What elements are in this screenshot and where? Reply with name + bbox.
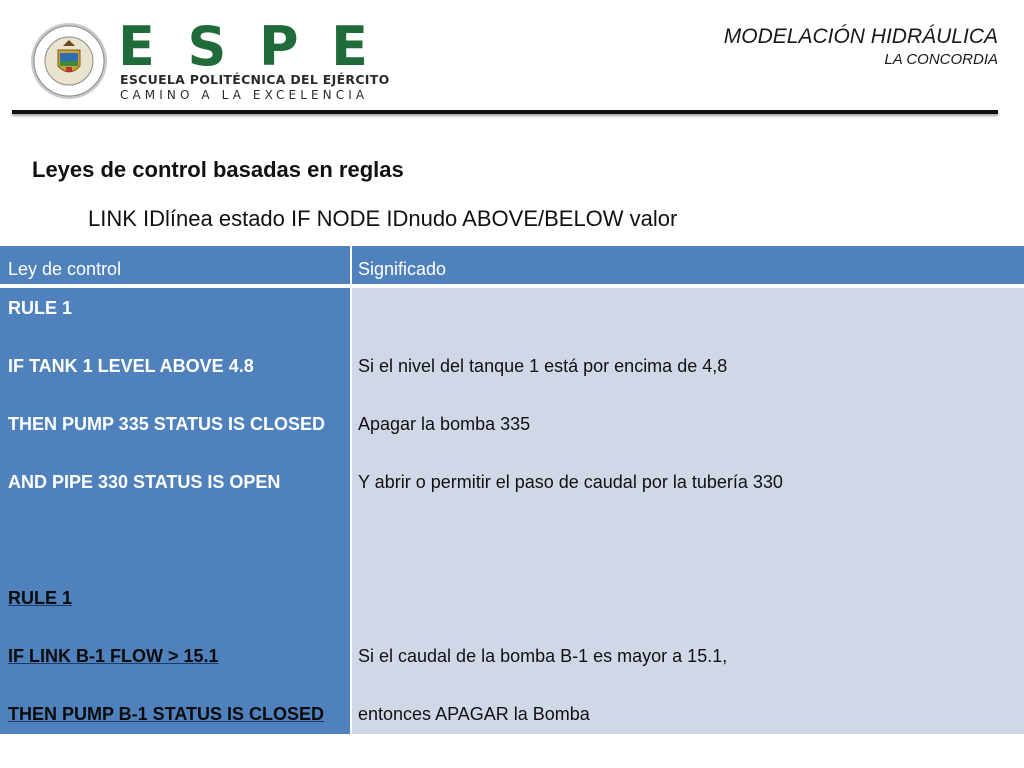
meaning-line: entonces APAGAR la Bomba bbox=[358, 704, 590, 724]
brand-letter-e1: E bbox=[118, 15, 155, 78]
header-cell-ley bbox=[0, 246, 350, 284]
brand-name: ESCUELA POLITÉCNICA DEL EJÉRCITO bbox=[120, 72, 390, 87]
header-divider bbox=[12, 110, 998, 114]
meaning-line: Si el nivel del tanque 1 está por encima de 4,8 bbox=[358, 356, 728, 376]
course-info bbox=[724, 24, 998, 70]
espe-seal-logo bbox=[30, 22, 108, 100]
meaning-column bbox=[352, 288, 1024, 734]
rule-line: RULE 1 bbox=[8, 588, 73, 608]
rule-line: RULE 1 bbox=[8, 298, 73, 318]
rule-syntax: LINK IDlínea estado IF NODE IDnudo ABOVE/BELOW valor bbox=[88, 206, 678, 231]
rule-line: IF LINK B-1 FLOW > 15.1 bbox=[8, 646, 219, 666]
rules-column bbox=[0, 288, 350, 734]
brand-letter-p: P bbox=[258, 15, 299, 78]
rule-line: AND PIPE 330 STATUS IS OPEN bbox=[8, 472, 281, 492]
header-label-significado: Significado bbox=[358, 259, 447, 279]
course-title: MODELACIÓN HIDRÁULICA bbox=[723, 25, 998, 48]
course-subtitle: LA CONCORDIA bbox=[884, 51, 998, 68]
rule-line: THEN PUMP B-1 STATUS IS CLOSED bbox=[8, 704, 325, 724]
rule-line: THEN PUMP 335 STATUS IS CLOSED bbox=[8, 414, 326, 434]
header-cell-significado bbox=[352, 246, 1024, 284]
brand-letter-e2: E bbox=[331, 15, 368, 78]
rule-line: IF TANK 1 LEVEL ABOVE 4.8 bbox=[8, 356, 254, 376]
header-label-ley: Ley de control bbox=[8, 259, 122, 279]
meaning-line: Y abrir o permitir el paso de caudal por la tubería 330 bbox=[358, 472, 783, 492]
brand-letters bbox=[118, 15, 368, 78]
brand-tagline: CAMINO A LA EXCELENCIA bbox=[120, 88, 369, 102]
meaning-line: Si el caudal de la bomba B-1 es mayor a 15.1, bbox=[358, 646, 728, 666]
brand-letter-s: S bbox=[187, 15, 227, 78]
slide-title: Leyes de control basadas en reglas bbox=[32, 157, 404, 182]
meaning-line: Apagar la bomba 335 bbox=[358, 414, 531, 434]
